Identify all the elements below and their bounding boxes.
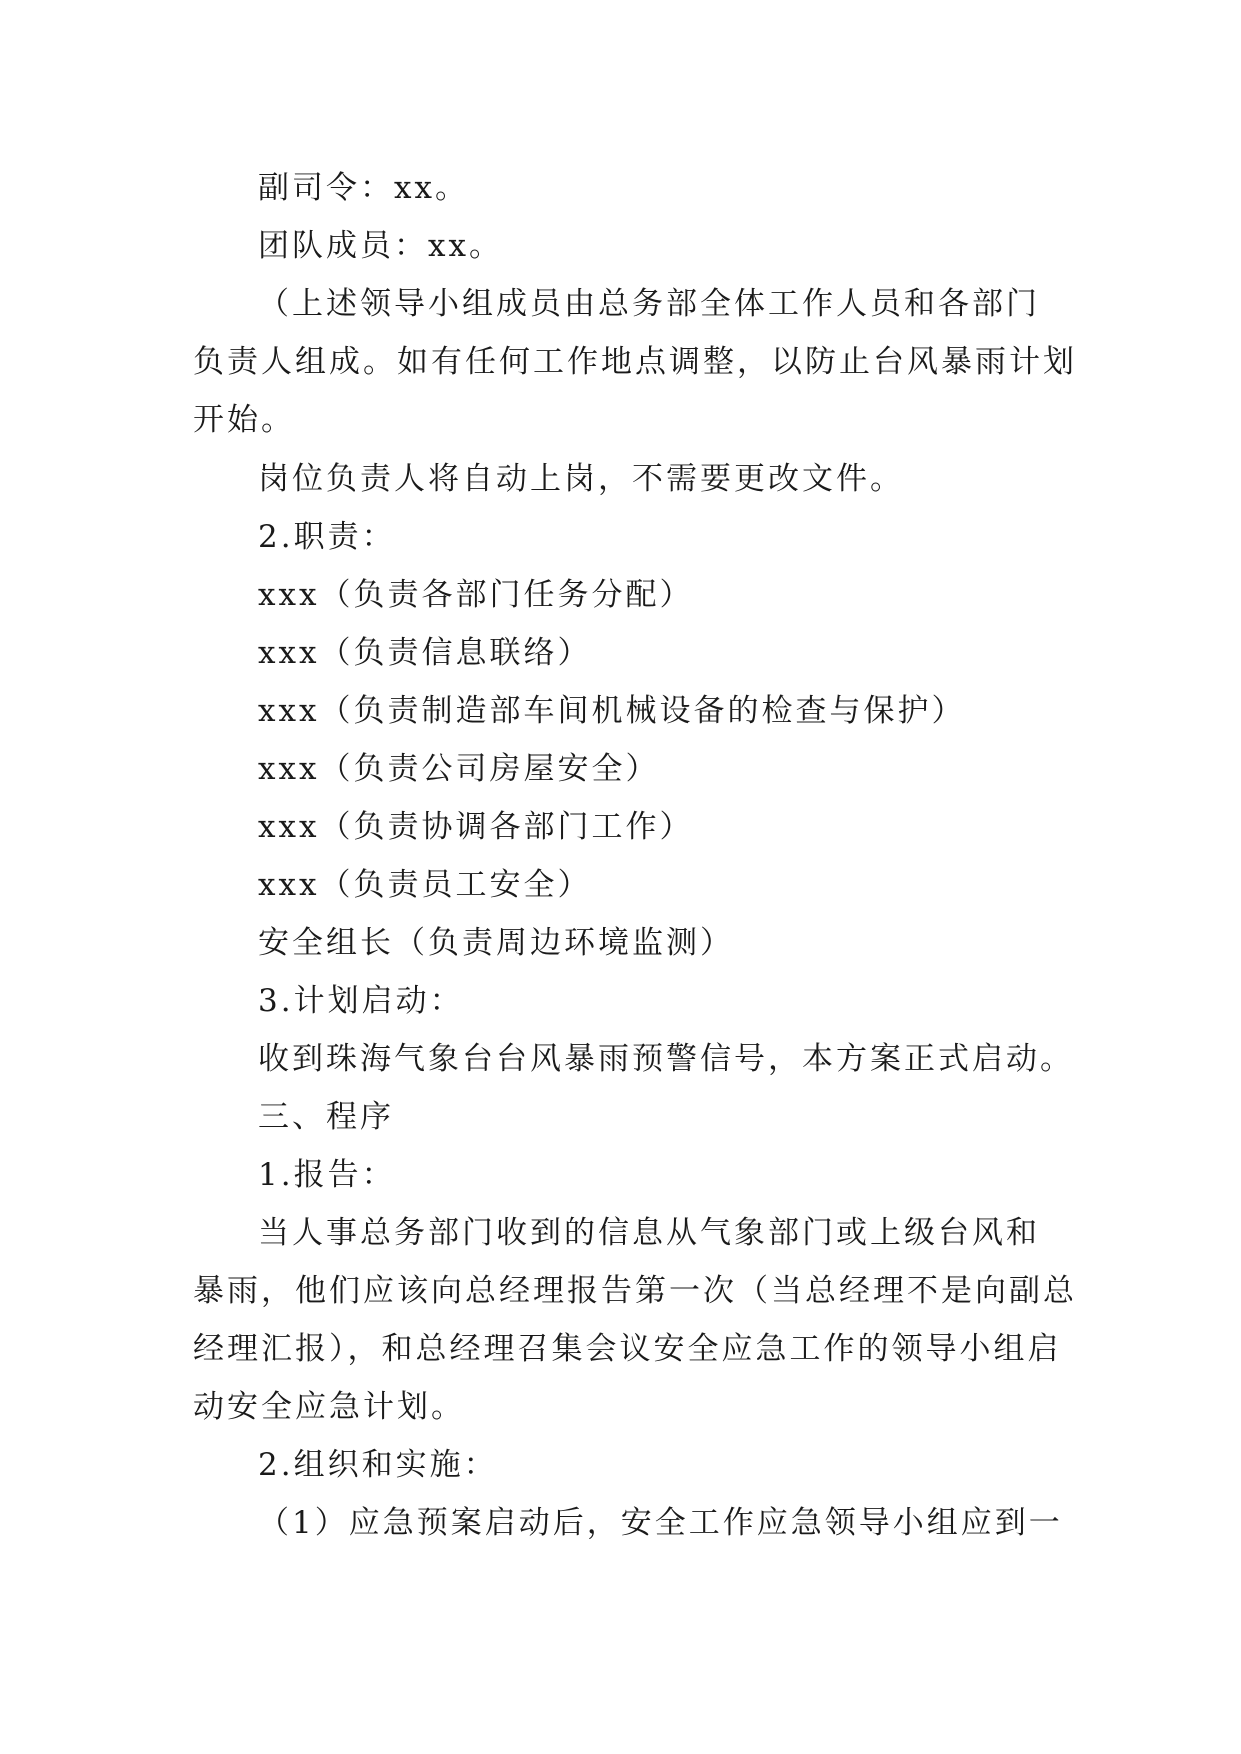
text-line: 团队成员：xx。: [258, 228, 503, 264]
text-line: xxx（负责各部门任务分配）: [258, 577, 694, 613]
text-line: （1）应急预案启动后，安全工作应急领导小组应到一: [258, 1505, 1063, 1541]
text-line: 当人事总务部门收到的信息从气象部门或上级台风和: [258, 1215, 1040, 1251]
text-line: 三、程序: [258, 1099, 394, 1135]
text-line: 开始。: [193, 402, 295, 438]
text-line: xxx（负责协调各部门工作）: [258, 809, 694, 845]
text-line: 收到珠海气象台台风暴雨预警信号，本方案正式启动。: [258, 1041, 1074, 1077]
text-line: xxx（负责公司房屋安全）: [258, 751, 660, 787]
text-line: 暴雨，他们应该向总经理报告第一次（当总经理不是向副总: [193, 1273, 1077, 1309]
text-line: 2.组织和实施：: [258, 1447, 498, 1483]
text-line: xxx（负责员工安全）: [258, 867, 592, 903]
text-line: xxx（负责信息联络）: [258, 635, 592, 671]
text-line: 副司令：xx。: [258, 170, 469, 206]
text-line: 经理汇报），和总经理召集会议安全应急工作的领导小组启: [193, 1331, 1062, 1367]
text-line: （上述领导小组成员由总务部全体工作人员和各部门: [258, 286, 1040, 322]
text-line: 安全组长（负责周边环境监测）: [258, 925, 734, 961]
text-line: 岗位负责人将自动上岗，不需要更改文件。: [258, 461, 904, 497]
text-line: xxx（负责制造部车间机械设备的检查与保护）: [258, 693, 966, 729]
text-line: 动安全应急计划。: [193, 1389, 465, 1425]
text-line: 3.计划启动：: [258, 983, 464, 1019]
text-line: 负责人组成。如有任何工作地点调整，以防止台风暴雨计划: [193, 344, 1077, 380]
text-line: 2.职责：: [258, 519, 396, 555]
text-line: 1.报告：: [258, 1157, 396, 1193]
